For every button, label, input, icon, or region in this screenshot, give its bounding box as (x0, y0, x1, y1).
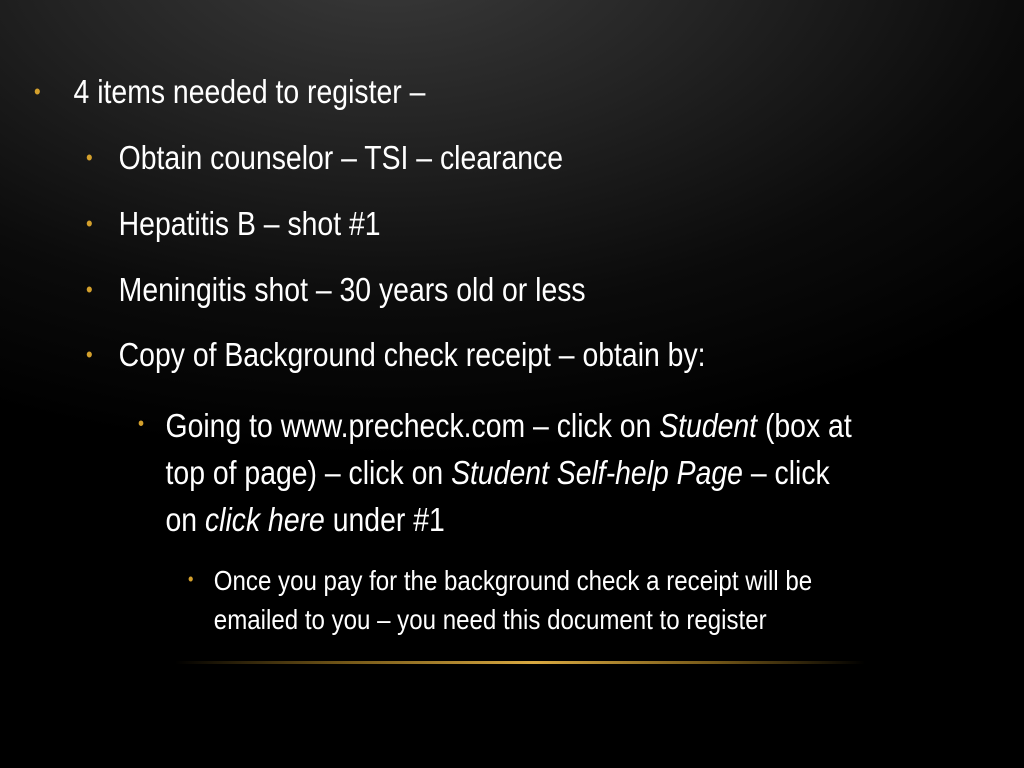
emphasis-student: Student (659, 407, 758, 444)
bullet-icon: • (86, 277, 93, 302)
bullet-icon: • (188, 569, 194, 589)
bullet-icon: • (138, 413, 145, 435)
bullet-text: Copy of Background check receipt – obtain by: (118, 336, 706, 373)
text-line: top of page) – click on Student Self-help Page – click (165, 454, 830, 491)
gold-divider-line (175, 661, 865, 664)
bullet-text: 4 items needed to register – (73, 73, 426, 110)
emphasis-click-here: click here (204, 501, 325, 538)
bullet-icon: • (34, 79, 41, 104)
bullet-text: Hepatitis B – shot #1 (118, 205, 381, 242)
text-line: Going to www.precheck.com – click on Student (box at (165, 407, 852, 444)
bullet-text (166, 402, 852, 543)
bullet-icon: • (86, 211, 93, 236)
emphasis-self-help-page: Student Self-help Page (451, 454, 743, 491)
bullet-precheck-instructions (138, 402, 852, 543)
bullet-text (214, 561, 812, 639)
text-line: on click here under #1 (165, 501, 445, 538)
bullet-text: Obtain counselor – TSI – clearance (118, 139, 564, 176)
bullet-meningitis (86, 270, 586, 310)
bullet-hepatitis (86, 204, 381, 244)
text-line: Once you pay for the background check a receipt will be (213, 565, 813, 596)
text-line: emailed to you – you need this document to register (213, 604, 767, 635)
bullet-icon: • (86, 145, 93, 170)
bullet-items-needed (34, 72, 425, 112)
bullet-receipt-note (188, 561, 812, 639)
bullet-icon: • (86, 342, 93, 367)
bullet-text: Meningitis shot – 30 years old or less (118, 271, 586, 308)
bullet-counselor (86, 138, 563, 178)
bullet-background-check (86, 335, 706, 375)
